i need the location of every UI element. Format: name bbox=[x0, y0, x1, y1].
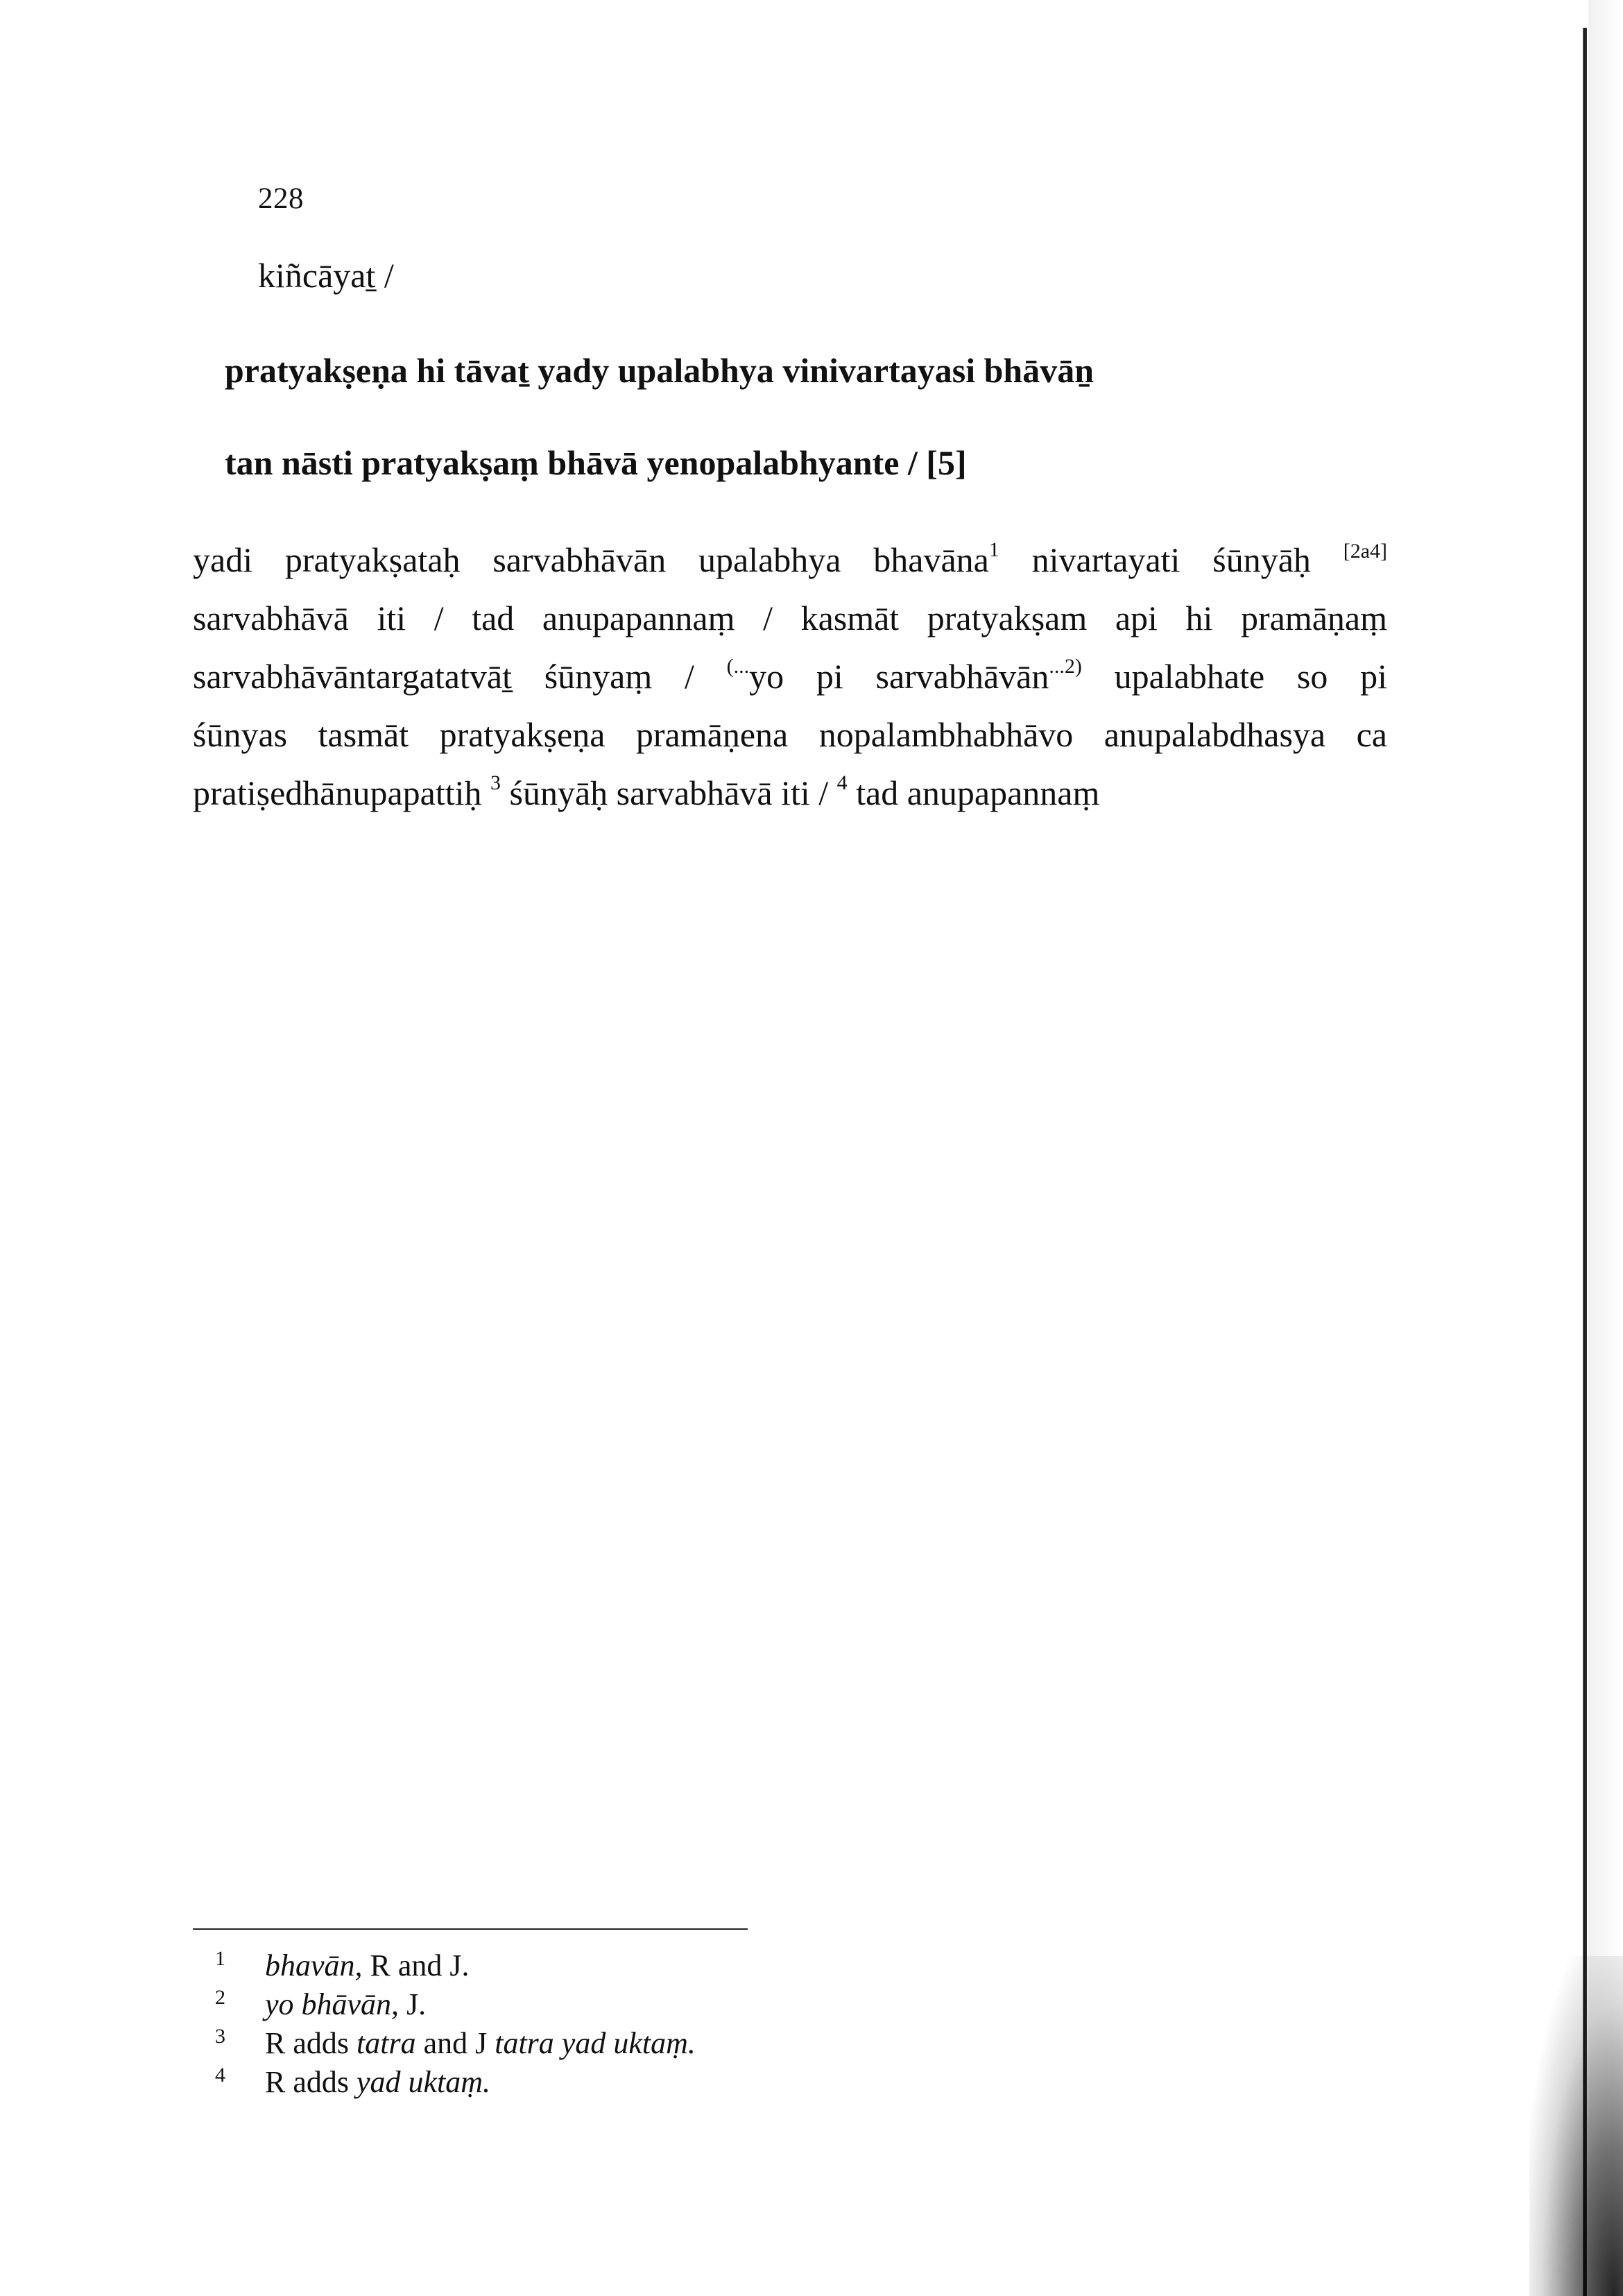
footnote-divider bbox=[193, 1928, 748, 1930]
footnote-text-part: R adds bbox=[265, 2065, 357, 2099]
intro-line: kiñcāyaṯ / bbox=[258, 256, 394, 295]
commentary-text: nivartayati śūnyāḥ bbox=[999, 540, 1311, 579]
scan-edge-speckle bbox=[1529, 1956, 1623, 2296]
footnote-text bbox=[265, 2063, 490, 2102]
footnote-number: 2 bbox=[215, 1986, 225, 2009]
footnote-ref-2: ...2) bbox=[1049, 655, 1082, 678]
verse-line-2: tan nāsti pratyakṣaṃ bhāvā yenopalabhyante / [5] bbox=[225, 443, 967, 482]
footnote-text-part: R and J. bbox=[362, 1948, 470, 1982]
commentary-text: pratiṣedhānupapattiḥ bbox=[193, 773, 482, 812]
footnote-text-part: tatra bbox=[357, 2026, 416, 2060]
commentary-line-4: śūnyas tasmāt pratyakṣeṇa pramāṇena nopalambhabhāvo anupalabdhasya ca bbox=[193, 715, 1387, 754]
page-number: 228 bbox=[258, 182, 304, 215]
footnote-text-part: J. bbox=[399, 1987, 427, 2021]
commentary-text: tad anupapannaṃ bbox=[847, 773, 1100, 812]
commentary-line-2: sarvabhāvā iti / tad anupapannaṃ / kasmāt pratyakṣam api hi pramāṇaṃ bbox=[193, 599, 1387, 637]
footnote-text-part: yo bhāvān, bbox=[265, 1987, 400, 2021]
commentary-line-5 bbox=[193, 764, 1387, 822]
scan-edge-shade bbox=[1588, 0, 1623, 2296]
footnote-text bbox=[265, 1946, 470, 1985]
verse-line-1: pratyakṣeṇa hi tāvaṯ yady upalabhya vinivartayasi bhāvāṉ bbox=[225, 351, 1094, 390]
footnote-text-part: yad uktaṃ. bbox=[357, 2065, 491, 2099]
commentary-line-3 bbox=[193, 647, 1387, 705]
footnote-text-part: R adds bbox=[265, 2026, 357, 2060]
commentary-paragraph bbox=[193, 531, 1387, 822]
footnote-number: 3 bbox=[215, 2025, 225, 2048]
footnote-text bbox=[265, 1985, 426, 2024]
footnote-number: 4 bbox=[215, 2064, 225, 2087]
commentary-text: upalabhate so pi bbox=[1081, 657, 1387, 696]
commentary-text: sarvabhāvāntargatatvāṯ śūnyaṃ / bbox=[193, 657, 694, 696]
bracket-open: (... bbox=[726, 655, 750, 678]
footnote-ref-1: 1 bbox=[988, 538, 999, 562]
footnote-text-part: tatra yad uktaṃ. bbox=[495, 2026, 696, 2060]
commentary-text: yadi pratyakṣataḥ sarvabhāvān upalabhya bhavāna bbox=[193, 540, 989, 579]
footnote-text-part: and J bbox=[415, 2026, 495, 2060]
footnote-text-part: bhavān, bbox=[265, 1948, 363, 1982]
footnote-ref-3: 3 bbox=[490, 771, 501, 795]
commentary-text: yo pi sarvabhāvān bbox=[749, 657, 1049, 696]
commentary-text: śūnyāḥ sarvabhāvā iti / bbox=[501, 773, 829, 812]
folio-marker: [2a4] bbox=[1343, 540, 1387, 563]
commentary-line-1 bbox=[193, 531, 1387, 589]
footnote-text bbox=[265, 2024, 696, 2063]
footnote-ref-4: 4 bbox=[836, 771, 848, 795]
footnote-number: 1 bbox=[215, 1947, 225, 1970]
